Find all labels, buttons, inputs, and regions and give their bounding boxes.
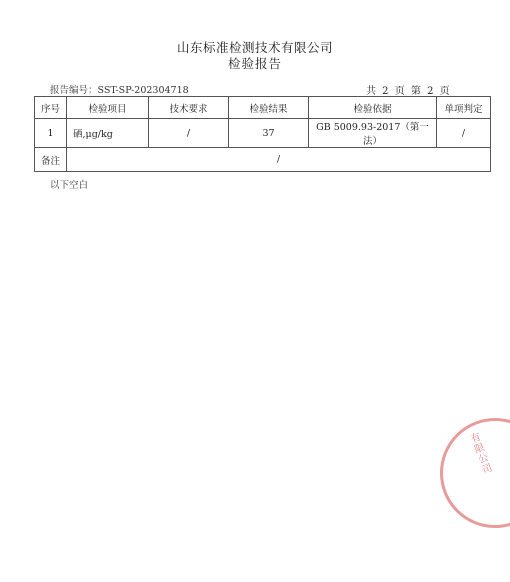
col-header-index: 序号 bbox=[35, 97, 67, 119]
remark-value: / bbox=[67, 148, 491, 172]
col-header-method: 检验依据 bbox=[309, 97, 437, 119]
report-number bbox=[50, 82, 189, 96]
table-header-row bbox=[35, 97, 491, 119]
col-header-result: 检验结果 bbox=[229, 97, 309, 119]
col-header-item: 检验项目 bbox=[67, 97, 149, 119]
table-row bbox=[35, 119, 491, 148]
report-number-label: 报告编号： bbox=[50, 85, 98, 96]
cell-result: 37 bbox=[229, 119, 309, 148]
company-name: 山东标准检测技术有限公司 bbox=[176, 40, 333, 55]
seal-text: 有限公司 bbox=[466, 431, 493, 477]
col-header-requirement: 技术要求 bbox=[149, 97, 229, 119]
page-info: 共 2 页 第 2 页 bbox=[366, 86, 450, 97]
remark-label: 备注 bbox=[35, 148, 67, 172]
cell-method: GB 5009.93-2017（第一法） bbox=[309, 119, 437, 148]
report-number-value: SST-SP-202304718 bbox=[97, 85, 189, 96]
cell-judgement: / bbox=[437, 119, 491, 148]
col-header-judgement: 单项判定 bbox=[437, 97, 491, 119]
remark-row bbox=[35, 148, 491, 172]
results-table bbox=[34, 96, 491, 172]
blank-below-note: 以下空白 bbox=[50, 180, 89, 191]
document-title: 检验报告 bbox=[227, 56, 282, 71]
cell-item: 硒,μg/kg bbox=[67, 119, 149, 148]
cell-requirement: / bbox=[149, 119, 229, 148]
cell-index: 1 bbox=[35, 119, 67, 148]
